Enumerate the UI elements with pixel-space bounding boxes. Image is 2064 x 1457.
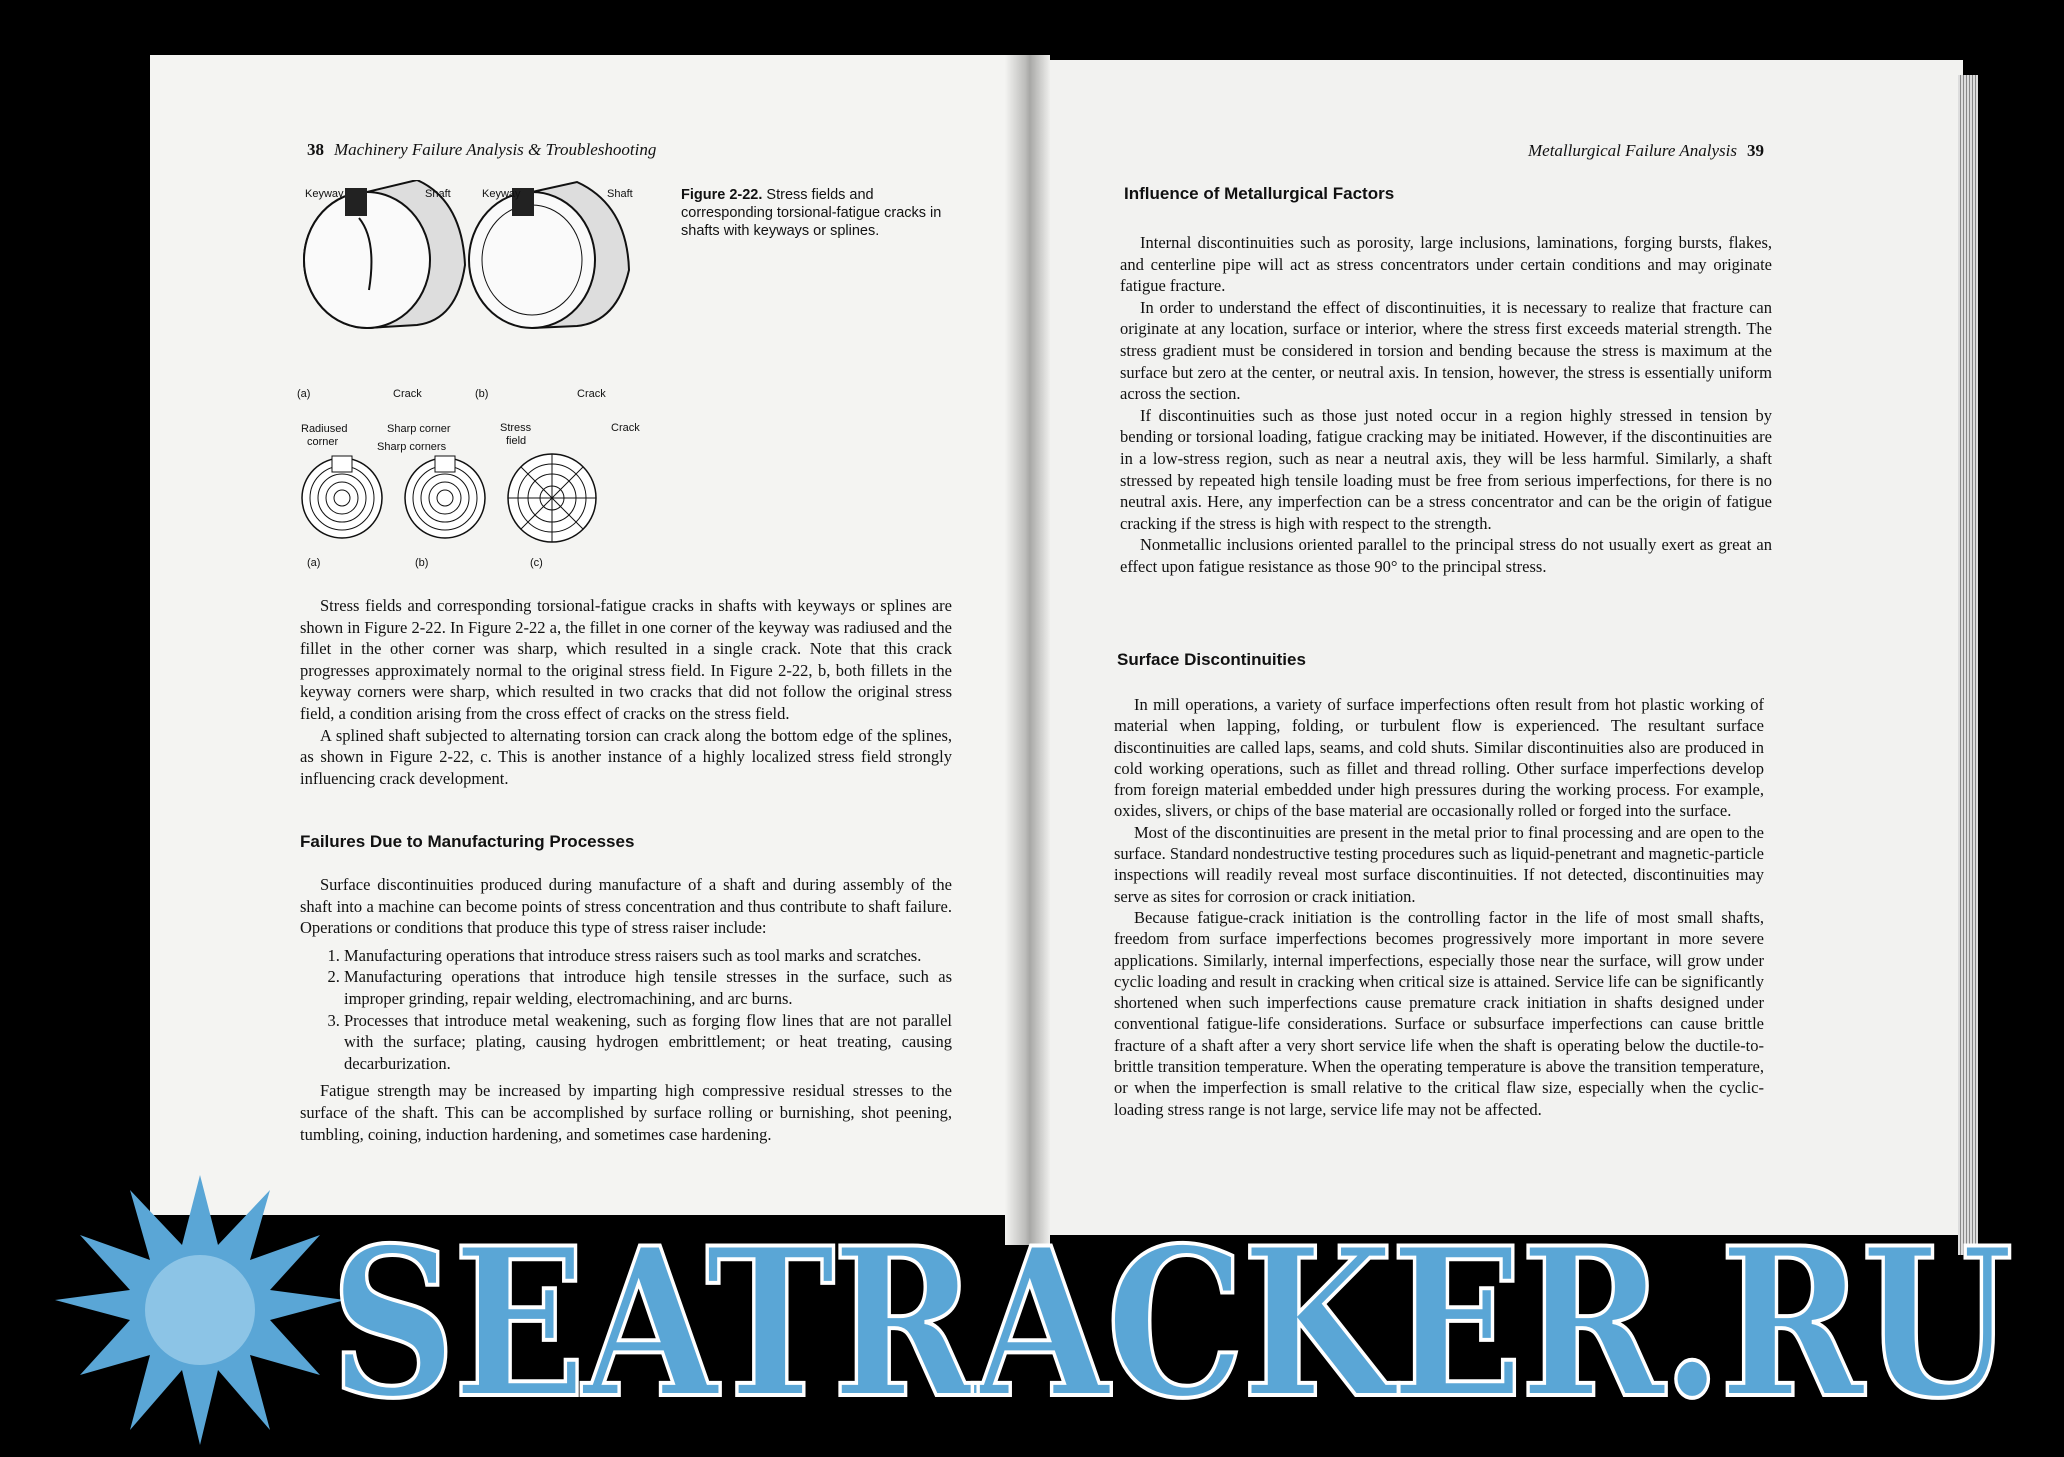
label-field: field — [506, 435, 527, 447]
right-paragraph-1: Internal discontinuities such as porosity, large inclusions, laminations, forging bursts, flakes, and centerline pipe will act as stress concentrators under certain conditions and may originate fatigue fracture. — [1120, 233, 1772, 296]
shaft-a-drawing — [304, 180, 465, 328]
figure-caption — [681, 186, 951, 240]
stress-raiser-list — [300, 945, 952, 1075]
stress-field-b — [405, 456, 485, 538]
right-paragraph-7: Because fatigue-crack initiation is the controlling factor in the life of most small shafts, freedom from surface imperfections becomes progressively more important in more severe applications. Similarly, internal imperfections, especially those near the surface, will grow under cyclic loading and result in cracking when critical size is attained. Service life can be significantly shortened when such imperfections cause premature crack initiation in shafts designed under conventional fatigue-life considerations. Surface or subsurface imperfections can cause brittle fracture of a shaft after a very short service life when the shaft is operating below the ductile-to-brittle transition temperature. When the operating temperature is above the transition temperature, or when the imperfection is small relative to the critical flaw size, especially when the cyclic-loading stress range is not large, service life may not be affected. — [1114, 907, 1764, 1119]
label-stress: Stress — [500, 422, 532, 434]
label-crack-b: Crack — [577, 388, 606, 400]
page-edges — [1958, 75, 1978, 1255]
right-running-head — [1528, 141, 1774, 161]
stress-field-a — [302, 456, 382, 538]
figure-caption-number: Figure 2-22. — [681, 187, 763, 203]
stress-field-c — [508, 454, 596, 542]
right-running-title: Metallurgical Failure Analysis — [1527, 141, 1737, 160]
left-paragraph-3: Surface discontinuities produced during manufacture of a shaft and during assembly of the shaft into a machine can become points of stress concentration and thus contribute to shaft failure. Operations or conditions that produce this type of stress raiser include: — [300, 875, 952, 938]
left-body-top — [300, 595, 952, 789]
book-gutter — [1005, 55, 1050, 1245]
list-item: 2. Manufacturing operations that introduce high tensile stresses in the surface, such as improper grinding, repair welding, electromachining, and arc burns. — [344, 966, 952, 1009]
label-crack-a: Crack — [393, 388, 422, 400]
right-body-top — [1120, 232, 1772, 578]
watermark-text: SEATRACKER.RU — [330, 1204, 2011, 1444]
figure-caption-text: Stress fields and corresponding torsional-fatigue cracks in shafts with keyways or splines. — [681, 187, 942, 239]
label-sharp-corner: Sharp corner — [387, 423, 451, 435]
label-shaft-a: Shaft — [425, 188, 451, 200]
label-a-top: (a) — [297, 388, 311, 400]
right-paragraph-2: In order to understand the effect of discontinuities, it is necessary to realize that fracture can originate at any location, surface or interior, where the stress first exceeds material strength. The stress gradient must be considered in torsion and bending because the stress is maximum at the surface but zero at the center, or neutral axis. In tension, however, the stress is essentially uniform across the section. — [1120, 297, 1772, 404]
heading-metallurgical-factors: Influence of Metallurgical Factors — [1124, 184, 1395, 203]
heading-failures-manufacturing: Failures Due to Manufacturing Processes — [300, 832, 635, 851]
left-paragraph-4: Fatigue strength may be increased by imparting high compressive residual stresses to the surface of the shaft. This can be accomplished by surface rolling or burnishing, shot peening, tumbling, coining, induction hardening, and sometimes case hardening. — [300, 1081, 952, 1144]
label-c-bottom: (c) — [530, 557, 543, 569]
right-paragraph-5: In mill operations, a variety of surface imperfections often result from hot plastic working of material when lapping, folding, or turbulent flow is experienced. The resultant surface discontinuities are called laps, seams, and cold shuts. Similar discontinuities also are produced in cold working operations, such as fillet and thread rolling. Other surface imperfections develop from foreign material embedded under high pressures during the working process. For example, oxides, slivers, or chips of the base material are occasionally rolled or forged into the surface. — [1114, 695, 1764, 821]
label-keyway-a: Keyway — [305, 188, 344, 200]
right-page-number: 39 — [1747, 141, 1764, 160]
left-paragraph-2: A splined shaft subjected to alternating torsion can crack along the bottom edge of the splines, as shown in Figure 2-22, c. This is another instance of a highly localized stress field strongly influencing crack development. — [300, 725, 952, 788]
label-b-bottom: (b) — [415, 557, 429, 569]
list-item: 1. Manufacturing operations that introduce stress raisers such as tool marks and scratches. — [344, 945, 952, 967]
left-body-bottom — [300, 874, 952, 1145]
right-body-bottom — [1114, 694, 1764, 1120]
figure-2-22 — [297, 180, 667, 570]
shaft-b-drawing — [469, 182, 629, 328]
label-b-top: (b) — [475, 388, 489, 400]
label-radiused-1: Radiused — [301, 423, 348, 435]
list-item: 3. Processes that introduce metal weakening, such as forging flow lines that are not parallel with the surface; plating, causing hydrogen embrittlement; or heat treating, causing decarburization. — [344, 1010, 952, 1075]
left-paragraph-1: Stress fields and corresponding torsional-fatigue cracks in shafts with keyways or splines are shown in Figure 2-22. In Figure 2-22 a, the fillet in one corner of the keyway was radiused and the fillet in the other corner was sharp, which resulted in a single crack. Note that this crack progresses approximately normal to the original stress field. In Figure 2-22, b, both fillets in the keyway corners were sharp, which resulted in two cracks that did not follow the original stress field, a condition arising from the cross effect of cracks on the stress field. — [300, 596, 952, 723]
right-paragraph-6: Most of the discontinuities are present in the metal prior to final processing and are open to the surface. Standard nondestructive testing procedures such as liquid-penetrant and magnetic-particle inspections will readily reveal most surface discontinuities. If not detected, discontinuities may serve as sites for corrosion or crack initiation. — [1114, 822, 1764, 906]
left-running-head — [297, 140, 656, 160]
label-a-bottom: (a) — [307, 557, 321, 569]
label-shaft-b: Shaft — [607, 188, 633, 200]
label-sharp-corners: Sharp corners — [377, 441, 447, 453]
left-running-title: Machinery Failure Analysis & Troubleshooting — [334, 140, 657, 159]
heading-surface-discontinuities: Surface Discontinuities — [1117, 650, 1306, 669]
seatracker-watermark — [0, 1150, 2064, 1457]
label-radiused-2: corner — [307, 436, 339, 448]
right-paragraph-4: Nonmetallic inclusions oriented parallel to the principal stress do not usually exert as great an effect upon fatigue resistance as those 90° to the principal stress. — [1120, 535, 1772, 576]
sunburst-logo — [55, 1175, 345, 1445]
label-crack-c: Crack — [611, 422, 640, 434]
label-keyway-b: Keyway — [482, 188, 521, 200]
left-page-number: 38 — [307, 140, 324, 159]
right-paragraph-3: If discontinuities such as those just noted occur in a region highly stressed in tension by bending or torsional loading, fatigue cracking may be initiated. However, if the discontinuities are in a low-stress region, such as near a neutral axis, they will be less harmful. Similarly, a shaft stressed by repeated high tensile loading must be free from serious imperfections, for there is no neutral axis. Here, any imperfection can be a stress concentrator and can be the origin of fatigue cracking if the stress is high with respect to the strength. — [1120, 405, 1772, 533]
